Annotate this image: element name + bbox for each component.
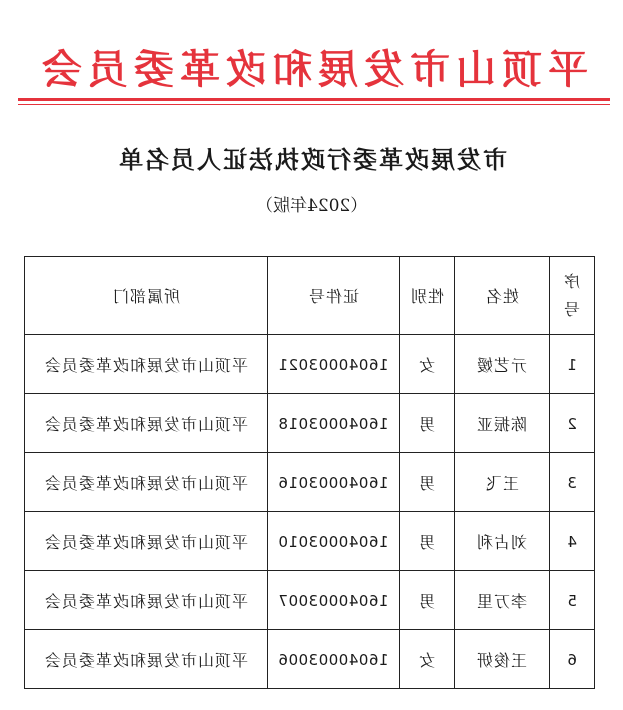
header-name [455, 257, 550, 335]
cell-dept-text: 平顶山市发展和改革委员会 [43, 355, 248, 375]
table-row [25, 335, 595, 394]
table-row [25, 571, 595, 630]
cell-no-text: 2 [566, 414, 578, 433]
header-no-line2: 号 [563, 299, 581, 319]
cell-cert-text: 16040003021 [278, 355, 389, 374]
cell-dept [25, 394, 268, 453]
cell-name [455, 512, 550, 571]
cell-dept [25, 335, 268, 394]
table-header-row [25, 257, 595, 335]
cell-dept-text: 平顶山市发展和改革委员会 [43, 414, 248, 434]
letterhead-rule-thin [18, 104, 610, 105]
document-title-text: 市发展改革委行政执法证人员名单 [116, 146, 507, 174]
cell-dept [25, 571, 268, 630]
cell-sex [400, 335, 455, 394]
header-sex [400, 257, 455, 335]
cell-cert [268, 630, 400, 689]
cell-sex-text: 男 [418, 591, 436, 611]
letterhead-text: 平顶山市发展和改革委员会 [35, 46, 588, 93]
cell-no [550, 571, 595, 630]
cell-name-text: 王飞 [484, 473, 519, 493]
header-name-text: 姓名 [484, 287, 519, 306]
cell-sex [400, 453, 455, 512]
cell-name [455, 453, 550, 512]
cell-cert-text: 16040003018 [278, 414, 389, 433]
header-dept [25, 257, 268, 335]
cell-name-text: 王俊妍 [476, 650, 528, 670]
cell-dept [25, 453, 268, 512]
cell-sex [400, 630, 455, 689]
cell-name [455, 630, 550, 689]
cell-no-text: 4 [566, 532, 578, 551]
cell-no-text: 1 [566, 355, 578, 374]
cell-dept-text: 平顶山市发展和改革委员会 [43, 591, 248, 611]
cell-sex-text: 女 [418, 650, 436, 670]
cell-name [455, 571, 550, 630]
cell-no [550, 394, 595, 453]
cell-sex-text: 男 [418, 473, 436, 493]
document-title [0, 140, 623, 175]
cell-cert [268, 571, 400, 630]
cell-cert-text: 16040003010 [278, 532, 389, 551]
cell-no-text: 3 [566, 473, 578, 492]
cell-dept-text: 平顶山市发展和改革委员会 [43, 473, 248, 493]
cell-name [455, 335, 550, 394]
cell-cert [268, 453, 400, 512]
cell-no-text: 6 [566, 650, 578, 669]
cell-sex [400, 394, 455, 453]
cell-name [455, 394, 550, 453]
cell-cert-text: 16040003006 [278, 650, 389, 669]
cell-cert [268, 512, 400, 571]
cell-no-text: 5 [566, 591, 578, 610]
cell-sex-text: 女 [418, 355, 436, 375]
table-row [25, 453, 595, 512]
cell-sex [400, 512, 455, 571]
header-no [550, 257, 595, 335]
cell-dept-text: 平顶山市发展和改革委员会 [43, 650, 248, 670]
cell-sex-text: 男 [418, 414, 436, 434]
personnel-table [24, 256, 595, 689]
letterhead-rule-thick [18, 98, 610, 101]
cell-cert [268, 394, 400, 453]
table-row [25, 394, 595, 453]
cell-cert-text: 16040003016 [278, 473, 389, 492]
header-cert-text: 证件号 [307, 287, 359, 306]
cell-name-text: 亓艺嫒 [476, 355, 528, 375]
cell-dept [25, 630, 268, 689]
cell-no [550, 453, 595, 512]
header-no-line1: 序 [563, 272, 581, 292]
letterhead [0, 38, 623, 95]
table-row [25, 630, 595, 689]
cell-name-text: 陈振亚 [476, 414, 528, 434]
cell-dept [25, 512, 268, 571]
cell-no [550, 512, 595, 571]
table-row [25, 512, 595, 571]
document-edition-text: （2024年版） [255, 196, 368, 216]
cell-cert [268, 335, 400, 394]
cell-no [550, 630, 595, 689]
header-cert [268, 257, 400, 335]
cell-dept-text: 平顶山市发展和改革委员会 [43, 532, 248, 552]
cell-cert-text: 16040003007 [278, 591, 389, 610]
cell-sex-text: 男 [418, 532, 436, 552]
header-dept-text: 所属部门 [111, 287, 180, 306]
cell-name-text: 李万里 [476, 591, 528, 611]
cell-sex [400, 571, 455, 630]
cell-name-text: 刘占利 [476, 532, 528, 552]
cell-no [550, 335, 595, 394]
document-edition [0, 191, 623, 216]
header-sex-text: 性别 [409, 287, 444, 306]
